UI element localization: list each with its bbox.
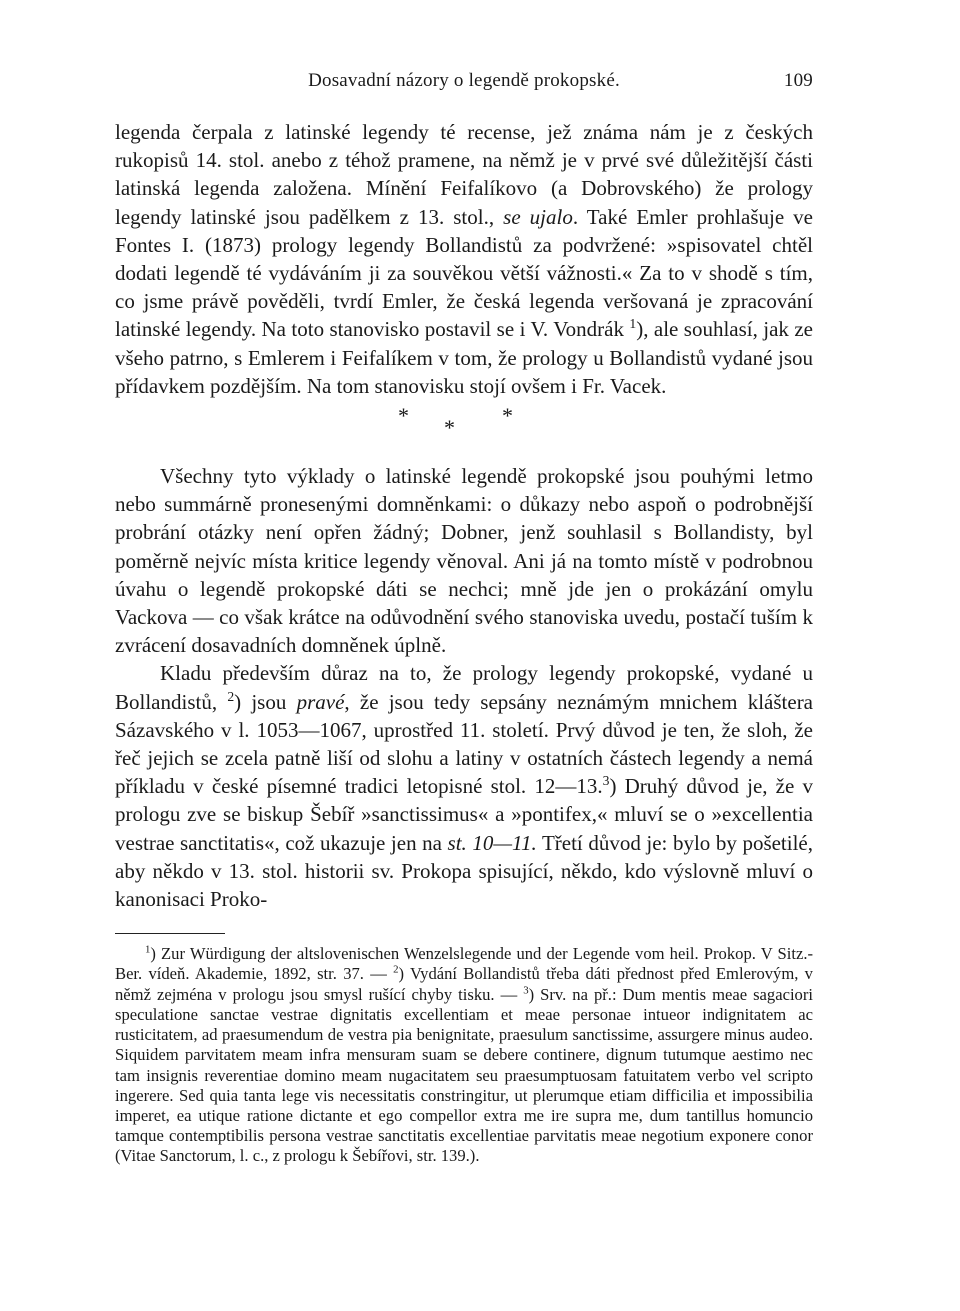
footnote-2-text: ) Vydání Bollandistů třeba dáti přednost před Emlerovým, v němž zejména v prologu jsou smysl rušící chyby tisku. — bbox=[115, 964, 813, 1004]
book-page bbox=[115, 70, 813, 1167]
paragraph-3-part-i: Třetí důvod je: bylo by pošetilé, aby někdo v 13. stol. historii sv. Prokopa spisující, někdo, kdo výslovně mluví o kanonisaci Proko- bbox=[115, 830, 814, 912]
footnote-marker-1: 1 bbox=[145, 943, 151, 956]
paragraph-3 bbox=[115, 659, 813, 913]
footnote-marker-3: 3 bbox=[523, 984, 529, 997]
paragraph-1 bbox=[115, 118, 813, 400]
footnote-block bbox=[115, 944, 813, 1166]
footnote-1-text: ) Zur Würdigung der altslovenischen Wenzelslegende und der Legende vom heil. Prokop. V Sitz.-Ber. vídeň. Akademie, 1892, str. 37. — bbox=[115, 944, 813, 984]
footnotes bbox=[115, 944, 813, 1166]
paragraph-1-part-e: ), ale souhlasí, jak ze všeho patrno, s Emlerem i Feifalíkem v tom, že prology u Bollandistů vydané jsou přídavkem pozdějším. Na tom stanovisku stojí ovšem i Fr. Vacek. bbox=[115, 317, 813, 398]
asterisk-2: * bbox=[444, 415, 455, 441]
section-break-asterism bbox=[115, 400, 813, 462]
footnote-3-text: ) Srv. na př.: Dum mentis meae sagaciori speculatione sanctae vestrae dignitatis excellentiam et meae personae intueor indignitatem ac rusticitatem, ad praesumendum de vestra pia benignitate, praesulum sanctissime, assurgere minus audeo. Siquidem parvitatem meam infra mensuram suam se debere continere, dignum tutumque aestimo nec tam insignis reverentiae domino meam nugacitatem seu praesumptuosam fatuitatem verbo vel scripto ingerere. Sed quia tanta lege vis necessitatis constringitur, ut plerumque etiam difficilia et impossibilia imperet, ea utique ratione dictante et ego compellor extra me ire supra me, dum tantillus homuncio tamque contemptibilis persona vestrae sanctitatis excellentiae parvitatis meae negotium exponere conor (Vitae Sanctorum, l. c., z prologu k Šebířovi, str. 139.). bbox=[115, 984, 813, 1166]
paragraph-1-italic: se ujalo bbox=[503, 204, 573, 229]
paragraph-3-part-g: ) Druhý důvod je, že v prologu zve se biskup Šebíř »sanctissimus« a »pontifex,« mluví se o »excellentia vestrae sanctitatis«, což ukazuje jen na bbox=[115, 774, 813, 855]
asterisk-3: * bbox=[502, 403, 513, 429]
paragraph-3-part-c: ) jsou bbox=[234, 689, 297, 714]
footnote-ref-2: 2 bbox=[227, 688, 235, 704]
paragraph-3-part-a: Kladu především důraz na to, že prology legendy prokopské, vydané u Bollandistů, bbox=[115, 661, 813, 714]
running-head bbox=[115, 70, 813, 100]
paragraph-1-part-a: legenda čerpala z latinské legendy té recense, jež známa nám je z českých rukopisů 14. stol. anebo z téhož pramene, na němž je v prvé své důležitější části latinská legenda založena. Mínění Feifalíkovo (a Dobrovského) že prology legendy latinské jsou padělkem z 13. stol., bbox=[115, 120, 813, 229]
paragraph-3-part-e: , že jsou tedy sepsány neznámým mnichem kláštera Sázavského v l. 1053—1067, uprostřed 11. století. Prvý důvod je ten, že sloh, že řeč jejich se zcela patně liší od slohu a latiny v ostatních částech legendy a nemá příkladu v české písemné tradici letopisné stol. 12—13. bbox=[115, 689, 814, 799]
page-number: 109 bbox=[783, 70, 813, 91]
paragraph-1-part-c: . Také Emler prohlašuje ve Fontes I. (1873) prology legendy Bollandistů za podvržené: »spisovatel chtěl dodati legendě té vydáváním ji za souvěkou větší vážnosti.« Za to v shodě s tím, co jsme právě pověděli, tvrdí Emler, že česká legenda veršovaná je zpracování latinské legendy. Na toto stanovisko postavil se i V. Vondrák bbox=[115, 204, 814, 342]
asterisk-1: * bbox=[398, 403, 409, 429]
paragraph-3-italic-pravé: pravé bbox=[296, 689, 345, 714]
footnote-ref-1: 1 bbox=[629, 316, 637, 332]
footnote-marker-2: 2 bbox=[393, 963, 399, 976]
paragraph-3-italic-century: st. 10—11. bbox=[447, 830, 537, 855]
paragraph-2: Všechny tyto výklady o latinské legendě prokopské jsou pouhými letmo nebo summárně pronesenými domněnkami: o důkazy nebo aspoň o podrobnější probrání otázky není opřen žádný; Dobner, jenž souhlasil s Bollandisty, byl poměrně nejvíc místa kritice legendy věnoval. Ani já na tomto místě v podrobnou úvahu o legendě prokopské dáti se nechci; mně jde jen o prokázání omylu Vackova — co však krátce na odůvodnění svého stanoviska uvedu, postačí tuším k zvrácení dosavadních domněnek úplně. bbox=[115, 464, 813, 658]
running-head-title: Dosavadní názory o legendě prokopské. bbox=[308, 70, 620, 91]
footnote-divider bbox=[115, 933, 225, 934]
main-text bbox=[115, 118, 813, 913]
footnote-ref-3: 3 bbox=[602, 773, 610, 789]
